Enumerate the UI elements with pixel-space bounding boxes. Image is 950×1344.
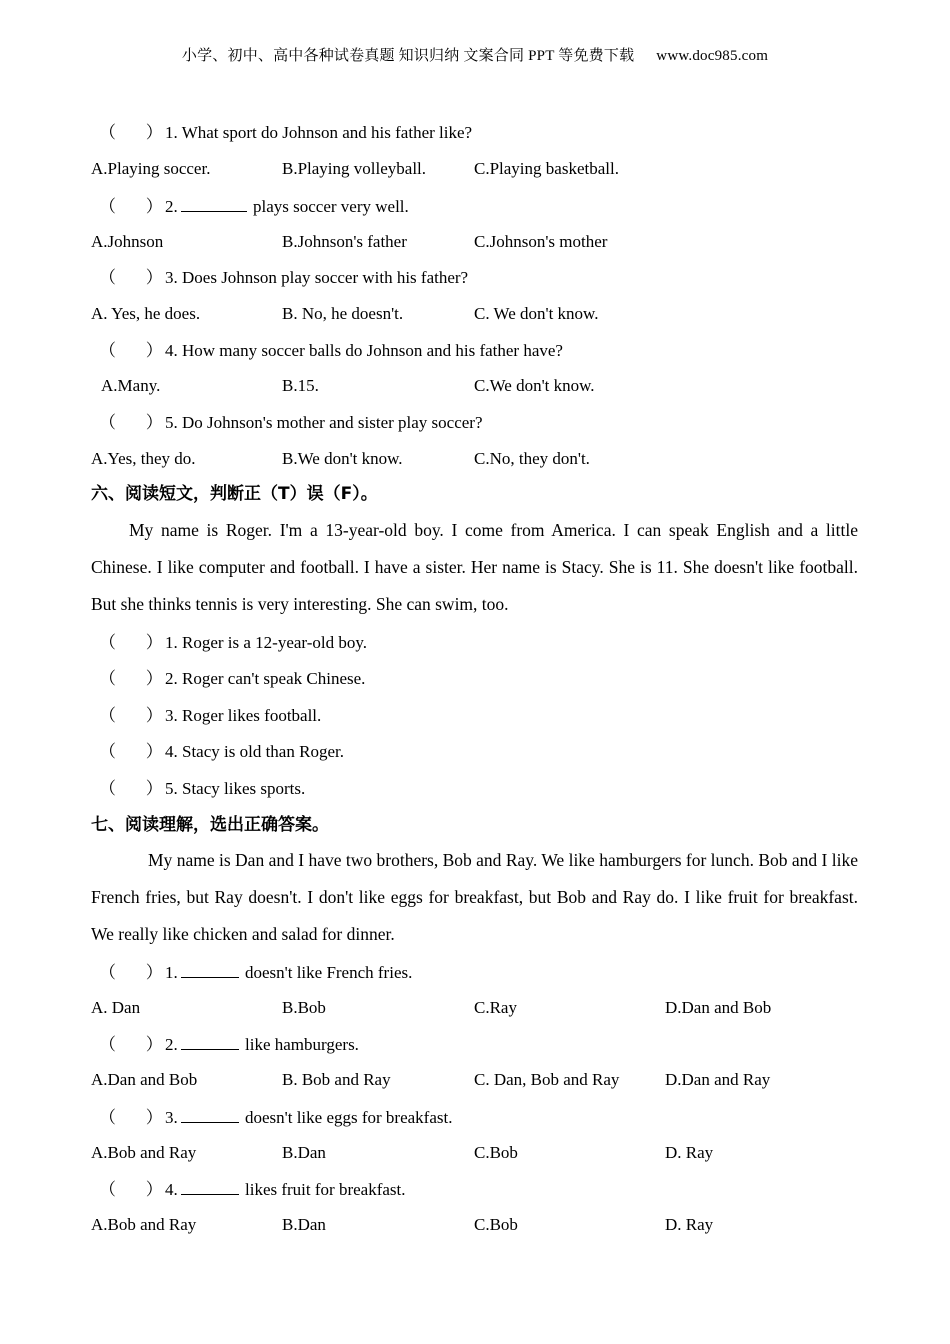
option[interactable]: B.We don't know. <box>282 449 403 468</box>
header-text: 小学、初中、高中各种试卷真题 知识归纳 文案合同 PPT 等免费下载 <box>181 48 635 64</box>
answer-bracket[interactable]: （ ） <box>99 963 163 982</box>
answer-bracket[interactable]: （ ） <box>99 123 163 142</box>
fill-blank[interactable] <box>181 195 247 212</box>
s6-question-5: （ ） 5. Stacy likes sports. <box>99 779 306 798</box>
answer-bracket[interactable]: （ ） <box>99 197 163 216</box>
answer-bracket[interactable]: （ ） <box>99 1035 163 1054</box>
option[interactable]: A. Yes, he does. <box>91 304 201 323</box>
option[interactable]: A.Playing soccer. <box>91 159 211 178</box>
section6-title: 六、阅读短文，判断正（T）误（F）。 <box>91 484 378 504</box>
option[interactable]: C.Playing basketball. <box>474 159 619 178</box>
s7-question-2: （ ） 2. like hamburgers. <box>99 1035 359 1054</box>
section6-passage: My name is Roger. I'm a 13-year-old boy. I come from America. I can speak English and a little Chinese. I like computer and football. I have a sister. Her name is Stacy. She is 11. She doesn't like football. But she thinks tennis is very interesting. She can swim, too. <box>91 520 858 614</box>
s5-question-5: （ ） 5. Do Johnson's mother and sister play soccer? <box>99 413 483 432</box>
s7-question-4: （ ） 4. likes fruit for breakfast. <box>99 1180 406 1199</box>
option[interactable]: A.Many. <box>101 376 161 395</box>
section7-passage: My name is Dan and I have two brothers, Bob and Ray. We like hamburgers for lunch. Bob and I like French fries, but Ray doesn't. I don't like eggs for breakfast, but Bob and Ray do. I like fruit for breakfast. We really like chicken and salad for dinner. <box>91 850 858 944</box>
option[interactable]: C.Johnson's mother <box>474 232 608 251</box>
option[interactable]: B.Dan <box>282 1215 326 1234</box>
option[interactable]: C.Ray <box>474 998 517 1017</box>
option[interactable]: B. No, he doesn't. <box>282 304 404 323</box>
option[interactable]: C.Bob <box>474 1143 518 1162</box>
fill-blank[interactable] <box>181 1178 239 1195</box>
s7-question-1: （ ） 1. doesn't like French fries. <box>99 963 413 982</box>
s5-question-1: （ ） 1. What sport do Johnson and his father like? <box>99 123 473 142</box>
option[interactable]: B. Bob and Ray <box>282 1070 391 1089</box>
answer-bracket[interactable]: （ ） <box>99 633 163 652</box>
fill-blank[interactable] <box>181 1106 239 1123</box>
s7-question-3: （ ） 3. doesn't like eggs for breakfast. <box>99 1108 453 1127</box>
answer-bracket[interactable]: （ ） <box>99 669 163 688</box>
s6-question-3: （ ） 3. Roger likes football. <box>99 706 322 725</box>
s6-question-4: （ ） 4. Stacy is old than Roger. <box>99 742 344 761</box>
option[interactable]: A. Dan <box>91 998 141 1017</box>
s6-question-2: （ ） 2. Roger can't speak Chinese. <box>99 669 366 688</box>
option[interactable]: C.No, they don't. <box>474 449 590 468</box>
s5-question-3: （ ） 3. Does Johnson play soccer with his father? <box>99 268 469 287</box>
option[interactable]: D.Dan and Ray <box>665 1070 771 1089</box>
option[interactable]: C.Bob <box>474 1215 518 1234</box>
option[interactable]: A.Yes, they do. <box>91 449 196 468</box>
option[interactable]: B.Playing volleyball. <box>282 159 427 178</box>
section7-title: 七、阅读理解，选出正确答案。 <box>91 815 329 835</box>
header-url[interactable]: www.doc985.com <box>656 48 769 64</box>
option[interactable]: C. Dan, Bob and Ray <box>474 1070 620 1089</box>
option[interactable]: B.Dan <box>282 1143 326 1162</box>
option[interactable]: C.We don't know. <box>474 376 595 395</box>
option[interactable]: B.15. <box>282 376 319 395</box>
option[interactable]: D. Ray <box>665 1215 714 1234</box>
option[interactable]: C. We don't know. <box>474 304 599 323</box>
option[interactable]: A.Bob and Ray <box>91 1143 197 1162</box>
fill-blank[interactable] <box>181 1033 239 1050</box>
answer-bracket[interactable]: （ ） <box>99 706 163 725</box>
fill-blank[interactable] <box>181 961 239 978</box>
option[interactable]: B.Bob <box>282 998 326 1017</box>
option[interactable]: D.Dan and Bob <box>665 998 772 1017</box>
option[interactable]: A.Johnson <box>91 232 164 251</box>
answer-bracket[interactable]: （ ） <box>99 413 163 432</box>
answer-bracket[interactable]: （ ） <box>99 779 163 798</box>
s5-question-4: （ ） 4. How many soccer balls do Johnson and his father have? <box>99 341 563 360</box>
page-header <box>0 44 950 65</box>
s6-question-1: （ ） 1. Roger is a 12-year-old boy. <box>99 633 368 652</box>
answer-bracket[interactable]: （ ） <box>99 742 163 761</box>
option[interactable]: B.Johnson's father <box>282 232 407 251</box>
option[interactable]: A.Dan and Bob <box>91 1070 198 1089</box>
answer-bracket[interactable]: （ ） <box>99 1180 163 1199</box>
answer-bracket[interactable]: （ ） <box>99 268 163 287</box>
s5-question-2: （ ） 2. plays soccer very well. <box>99 197 409 216</box>
option[interactable]: D. Ray <box>665 1143 714 1162</box>
answer-bracket[interactable]: （ ） <box>99 1108 163 1127</box>
answer-bracket[interactable]: （ ） <box>99 341 163 360</box>
option[interactable]: A.Bob and Ray <box>91 1215 197 1234</box>
